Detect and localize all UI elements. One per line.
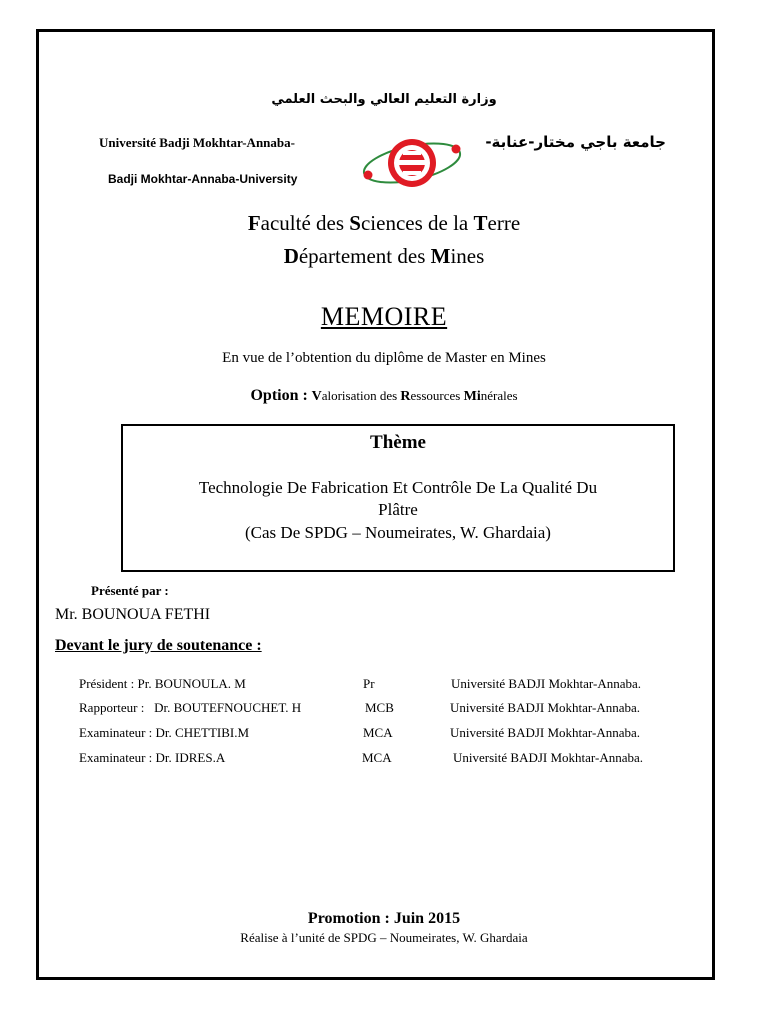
jury-member-institution: Université BADJI Mokhtar-Annaba. <box>453 750 644 765</box>
jury-member-role: Examinateur : Dr. IDRES.A <box>79 750 226 765</box>
jury-member-grade: MCA <box>362 750 392 765</box>
option-value: Valorisation des Ressources Minérales <box>311 388 518 404</box>
degree-purpose: En vue de l’obtention du diplôme de Master en Mines <box>222 350 546 366</box>
jury-member-grade: MCA <box>363 725 393 740</box>
university-name-english: Badji Mokhtar-Annaba-University <box>108 172 298 186</box>
jury-heading: Devant le jury de soutenance : <box>55 637 262 654</box>
document-type-title: MEMOIRE <box>320 302 448 331</box>
university-name-arabic: جامعة باجي مختار-عنابة- <box>485 133 666 151</box>
jury-member-role: Rapporteur : Dr. BOUTEFNOUCHET. H <box>79 700 302 715</box>
theme-text-line-3: (Cas De SPDG – Noumeirates, W. Ghardaia) <box>245 523 551 542</box>
faculty-name: Faculté des Sciences de la Terre <box>247 211 521 235</box>
jury-member-institution: Université BADJI Mokhtar-Annaba. <box>451 676 642 691</box>
department-name: Département des Mines <box>283 244 485 268</box>
theme-text-line-1: Technologie De Fabrication Et Contrôle De La Qualité Du <box>198 478 598 497</box>
jury-member-institution: Université BADJI Mokhtar-Annaba. <box>450 700 641 715</box>
promotion-date: Promotion : Juin 2015 <box>307 910 461 927</box>
theme-heading: Thème <box>370 432 426 453</box>
author-name: Mr. BOUNOUA FETHI <box>55 606 211 623</box>
university-logo <box>359 127 465 199</box>
university-name-french: Université Badji Mokhtar-Annaba- <box>99 135 295 150</box>
presented-by-label: Présenté par : <box>91 583 169 598</box>
jury-member-role: Président : Pr. BOUNOULA. M <box>79 676 246 691</box>
option-label: Option : <box>250 387 308 404</box>
theme-text-line-2: Plâtre <box>378 500 418 519</box>
jury-member-role: Examinateur : Dr. CHETTIBI.M <box>79 725 250 740</box>
jury-member-institution: Université BADJI Mokhtar-Annaba. <box>450 725 641 740</box>
jury-member-grade: Pr <box>363 676 375 691</box>
ministry-name-arabic: وزارة التعليم العالي والبحث العلمي <box>271 92 497 107</box>
option-line <box>0 387 768 405</box>
realisation-place: Réalise à l’unité de SPDG – Noumeirates, W. Ghardaia <box>240 930 528 945</box>
jury-member-grade: MCB <box>365 700 394 715</box>
